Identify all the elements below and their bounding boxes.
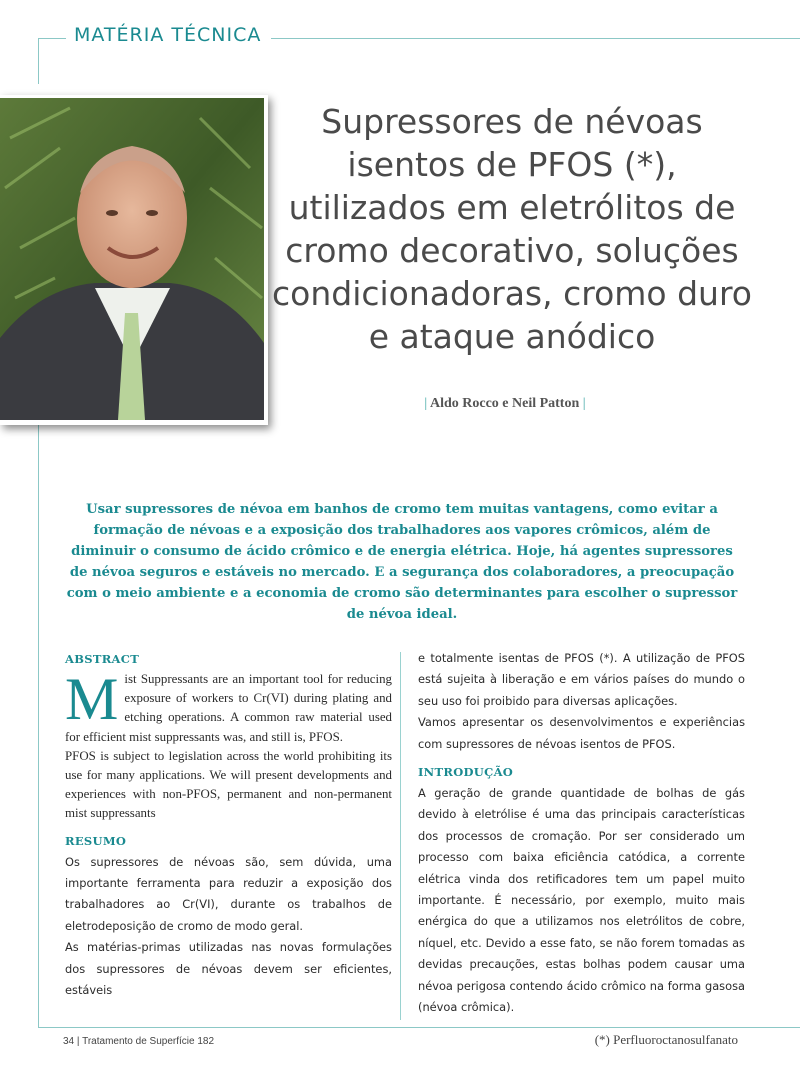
abstract-text-1: ist Suppressants are an important tool for reducing exposure of workers to Cr(VI) during plating and etching operations. A common raw material used for efficient mist suppressants was, and still is, PFOS. (65, 672, 392, 744)
abstract-heading: ABSTRACT (65, 652, 140, 666)
article-title (272, 100, 752, 358)
resumo-paragraph-3: e totalmente isentas de PFOS (*). A utilização de PFOS está sujeita à liberação e em vários países do mundo o seu uso foi proibido para diversas aplicações. (418, 651, 745, 708)
resumo-paragraph-1: Os supressores de névoas são, sem dúvida, uma importante ferramenta para reduzir a exposição dos trabalhadores ao Cr(VI), durante os trabalhos de eletrodeposição de cromo de modo geral. (65, 854, 392, 933)
bottom-rule (38, 1027, 800, 1028)
title-line: isentos de PFOS (*), (347, 145, 677, 184)
right-column (418, 652, 745, 1019)
abstract-paragraph-2: PFOS is subject to legislation across the world prohibiting its use for many applications. We will present developments and experiences with non-PFOS, permanent and non-permanent mist suppressants (65, 748, 392, 821)
left-rule-top (38, 38, 39, 84)
title-line: utilizados em eletrólitos de (288, 188, 736, 227)
lead-paragraph: Usar supressores de névoa em banhos de cromo tem muitas vantagens, como evitar a formação de névoas e a exposição dos trabalhadores aos vapores crômicos, além de diminuir o consumo de ácido crômico e de energia elétrica. Hoje, há agentes supressores de névoa seguros e estáveis no mercado. E a segurança dos colaboradores, a preocupação com o meio ambiente e a economia de cromo são determinantes para escolher o supressor de névoa ideal. (66, 502, 738, 622)
page-info: 34 | Tratamento de Superfície 182 (63, 1036, 215, 1047)
byline-bar-left: | (424, 396, 428, 411)
title-line: Supressores de névoas (321, 102, 703, 141)
title-line: condicionadoras, cromo duro (272, 274, 752, 313)
column-divider (400, 652, 401, 1020)
title-line: e ataque anódico (368, 317, 656, 356)
drop-cap: M (65, 666, 119, 732)
resumo-paragraph-4: Vamos apresentar os desenvolvimentos e experiências com supressores de névoas isentos de PFOS. (418, 715, 745, 751)
title-line: cromo decorativo, soluções (285, 231, 739, 270)
portrait-image (0, 98, 264, 420)
introducao-heading: INTRODUÇÃO (418, 765, 514, 780)
left-column (65, 652, 392, 1001)
introducao-paragraph-1: A geração de grande quantidade de bolhas de gás devido à eletrólise é uma das principais características dos processos de cromação. Por ser considerado um processo com baixa eficiência catódica, a corrente elétrica vinda dos retificadores tem um papel muito importante. É necessário, por exemplo, muito mais enérgica do que a utilizamos nos eletrólitos de cobre, níquel, etc. Devido a esse fato, se não forem tomadas as devidas precauções, estas bolhas podem causar uma névoa perigosa contendo ácido crômico na forma gasosa (névoa crômica). (418, 786, 745, 1015)
author-photo (0, 95, 268, 425)
resumo-paragraph-2: As matérias-primas utilizadas nas novas formulações dos supressores de névoas devem ser eficientes, estáveis (65, 940, 392, 998)
section-label: MATÉRIA TÉCNICA (66, 24, 271, 46)
authors-names: Aldo Rocco e Neil Patton (429, 396, 580, 411)
byline-bar-right: | (582, 396, 586, 411)
left-rule-bottom (38, 420, 39, 1028)
abstract-paragraph-1 (65, 666, 392, 747)
resumo-heading: RESUMO (65, 833, 127, 848)
footnote: (*) Perfluoroctanosulfanato (594, 1032, 738, 1047)
authors-byline (380, 396, 630, 412)
